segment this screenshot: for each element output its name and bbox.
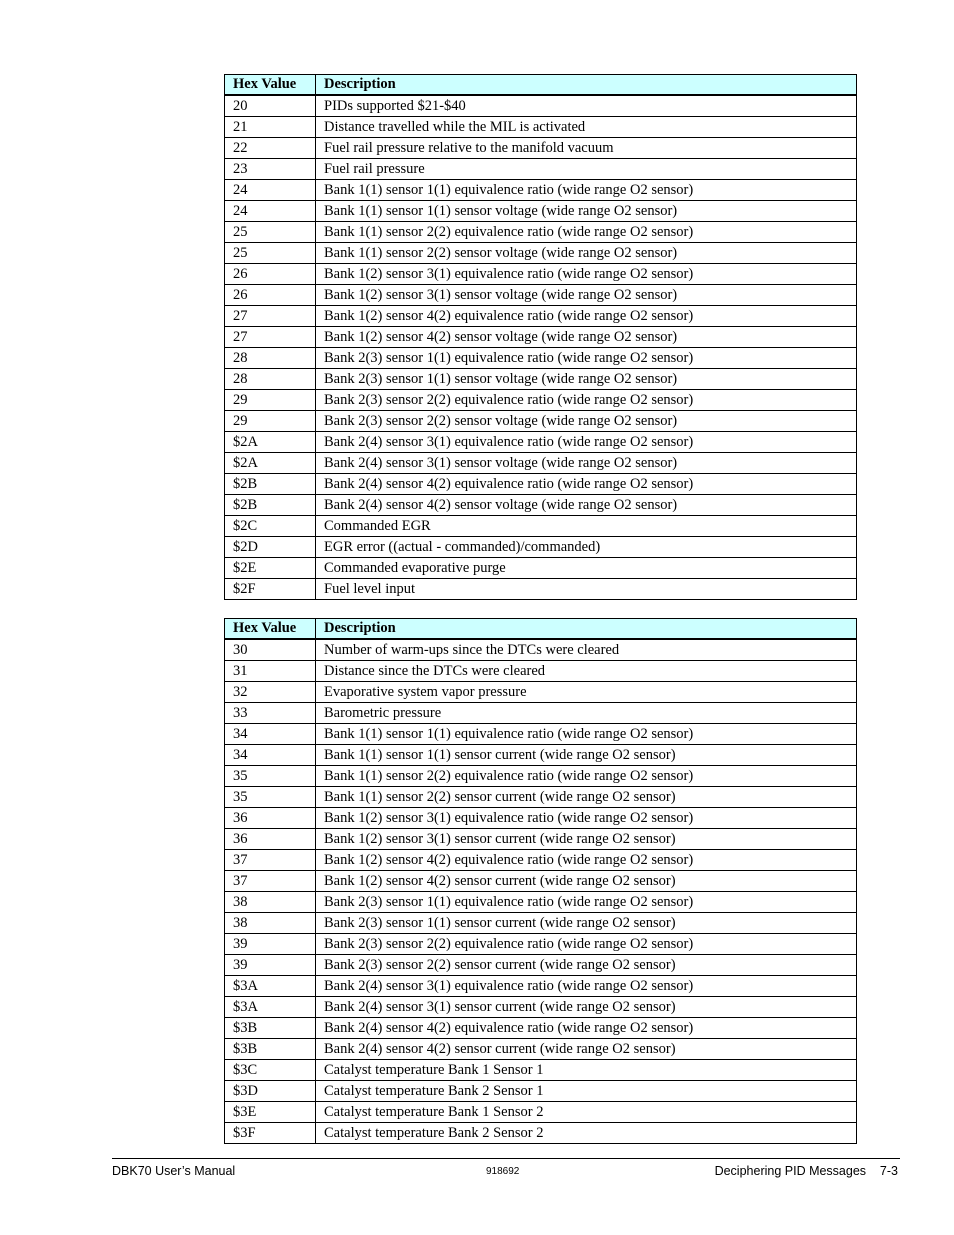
description-cell: Bank 1(2) sensor 4(2) sensor current (wide range O2 sensor) [316, 871, 857, 892]
hex-value-cell: 37 [225, 850, 316, 871]
table-row [225, 159, 857, 180]
table-row [225, 955, 857, 976]
table-row [225, 1123, 857, 1144]
description-cell: Number of warm-ups since the DTCs were cleared [316, 639, 857, 661]
hex-value-cell: 23 [225, 159, 316, 180]
table-header-row [225, 75, 857, 96]
table-row [225, 661, 857, 682]
table-row [225, 1060, 857, 1081]
hex-value-cell: $2F [225, 579, 316, 600]
table-row [225, 934, 857, 955]
hex-value-cell: 27 [225, 327, 316, 348]
table-row [225, 829, 857, 850]
description-cell: Bank 1(2) sensor 4(2) equivalence ratio (wide range O2 sensor) [316, 850, 857, 871]
hex-value-cell: $2E [225, 558, 316, 579]
table-header-row [225, 619, 857, 640]
description-cell: Fuel level input [316, 579, 857, 600]
hex-value-cell: 22 [225, 138, 316, 159]
description-cell: Bank 1(1) sensor 1(1) sensor current (wide range O2 sensor) [316, 745, 857, 766]
description-cell: Bank 2(3) sensor 1(1) equivalence ratio (wide range O2 sensor) [316, 892, 857, 913]
table-row [225, 327, 857, 348]
table-row [225, 1018, 857, 1039]
hex-value-cell: $3D [225, 1081, 316, 1102]
table-row [225, 913, 857, 934]
hex-value-cell: 28 [225, 369, 316, 390]
description-cell: Bank 1(2) sensor 4(2) sensor voltage (wide range O2 sensor) [316, 327, 857, 348]
description-cell: Fuel rail pressure relative to the manifold vacuum [316, 138, 857, 159]
hex-value-cell: $3E [225, 1102, 316, 1123]
hex-value-cell: $3A [225, 976, 316, 997]
table-row [225, 474, 857, 495]
description-cell: Bank 2(4) sensor 3(1) sensor voltage (wide range O2 sensor) [316, 453, 857, 474]
description-cell: Catalyst temperature Bank 2 Sensor 2 [316, 1123, 857, 1144]
table-row [225, 117, 857, 138]
hex-value-cell: 32 [225, 682, 316, 703]
column-header-description: Description [316, 75, 857, 96]
hex-value-cell: 30 [225, 639, 316, 661]
hex-value-cell: 29 [225, 390, 316, 411]
footer-manual-title: DBK70 User’s Manual [112, 1164, 236, 1178]
description-cell: Bank 2(3) sensor 2(2) sensor current (wide range O2 sensor) [316, 955, 857, 976]
table-row [225, 95, 857, 117]
hex-value-cell: $3C [225, 1060, 316, 1081]
table-row [225, 348, 857, 369]
hex-value-cell: 34 [225, 745, 316, 766]
hex-value-cell: 31 [225, 661, 316, 682]
table-row [225, 390, 857, 411]
hex-value-cell: 29 [225, 411, 316, 432]
hex-value-cell: $3A [225, 997, 316, 1018]
description-cell: Bank 1(2) sensor 4(2) equivalence ratio (wide range O2 sensor) [316, 306, 857, 327]
column-header-description: Description [316, 619, 857, 640]
description-cell: Evaporative system vapor pressure [316, 682, 857, 703]
table-row [225, 138, 857, 159]
hex-value-cell: 39 [225, 955, 316, 976]
hex-value-cell: 36 [225, 808, 316, 829]
description-cell: Bank 1(1) sensor 2(2) equivalence ratio (wide range O2 sensor) [316, 766, 857, 787]
description-cell: Bank 1(1) sensor 2(2) sensor voltage (wide range O2 sensor) [316, 243, 857, 264]
table-row [225, 558, 857, 579]
hex-value-cell: 25 [225, 222, 316, 243]
table-row [225, 766, 857, 787]
description-cell: Distance since the DTCs were cleared [316, 661, 857, 682]
table-row [225, 453, 857, 474]
description-cell: Bank 2(3) sensor 1(1) sensor current (wide range O2 sensor) [316, 913, 857, 934]
table-row [225, 306, 857, 327]
hex-value-cell: 35 [225, 787, 316, 808]
table-row [225, 976, 857, 997]
description-cell: Bank 2(3) sensor 2(2) equivalence ratio (wide range O2 sensor) [316, 934, 857, 955]
table-row [225, 1081, 857, 1102]
description-cell: Bank 1(2) sensor 3(1) equivalence ratio (wide range O2 sensor) [316, 808, 857, 829]
hex-value-cell: 25 [225, 243, 316, 264]
pid-table-2 [224, 618, 857, 1144]
table-row [225, 787, 857, 808]
description-cell: Bank 2(4) sensor 3(1) equivalence ratio (wide range O2 sensor) [316, 976, 857, 997]
hex-value-cell: 38 [225, 892, 316, 913]
description-cell: Bank 2(3) sensor 2(2) sensor voltage (wide range O2 sensor) [316, 411, 857, 432]
description-cell: Commanded EGR [316, 516, 857, 537]
table-row [225, 243, 857, 264]
table-body [225, 639, 857, 1144]
table-row [225, 639, 857, 661]
hex-value-cell: 26 [225, 285, 316, 306]
hex-value-cell: 38 [225, 913, 316, 934]
table-row [225, 808, 857, 829]
description-cell: PIDs supported $21-$40 [316, 95, 857, 117]
footer-section-page: Deciphering PID Messages 7-3 [714, 1164, 898, 1178]
hex-value-cell: 39 [225, 934, 316, 955]
table-row [225, 745, 857, 766]
table-row [225, 537, 857, 558]
hex-value-cell: 24 [225, 201, 316, 222]
table-body [225, 95, 857, 600]
page-footer [112, 1158, 900, 1181]
description-cell: Bank 2(3) sensor 1(1) sensor voltage (wide range O2 sensor) [316, 369, 857, 390]
hex-value-cell: 28 [225, 348, 316, 369]
table-row [225, 369, 857, 390]
column-header-hex-value: Hex Value [225, 75, 316, 96]
hex-value-cell: $2A [225, 432, 316, 453]
table-row [225, 285, 857, 306]
table-row [225, 997, 857, 1018]
hex-value-cell: $2B [225, 495, 316, 516]
description-cell: Bank 1(1) sensor 2(2) sensor current (wide range O2 sensor) [316, 787, 857, 808]
table-row [225, 1102, 857, 1123]
footer-document-number: 918692 [486, 1166, 520, 1177]
description-cell: Bank 1(1) sensor 1(1) sensor voltage (wide range O2 sensor) [316, 201, 857, 222]
table-row [225, 892, 857, 913]
table-row [225, 201, 857, 222]
description-cell: Bank 1(2) sensor 3(1) equivalence ratio (wide range O2 sensor) [316, 264, 857, 285]
table-row [225, 703, 857, 724]
table-row [225, 1039, 857, 1060]
hex-value-cell: 24 [225, 180, 316, 201]
hex-value-cell: $2B [225, 474, 316, 495]
description-cell: Bank 1(1) sensor 2(2) equivalence ratio (wide range O2 sensor) [316, 222, 857, 243]
table-row [225, 579, 857, 600]
table-row [225, 516, 857, 537]
hex-value-cell: $3B [225, 1018, 316, 1039]
hex-value-cell: $2C [225, 516, 316, 537]
description-cell: Distance travelled while the MIL is activated [316, 117, 857, 138]
description-cell: Fuel rail pressure [316, 159, 857, 180]
table-row [225, 222, 857, 243]
table-row [225, 180, 857, 201]
hex-value-cell: 37 [225, 871, 316, 892]
description-cell: Bank 2(4) sensor 4(2) sensor current (wide range O2 sensor) [316, 1039, 857, 1060]
table-row [225, 432, 857, 453]
table-row [225, 850, 857, 871]
hex-value-cell: 36 [225, 829, 316, 850]
description-cell: Bank 1(1) sensor 1(1) equivalence ratio (wide range O2 sensor) [316, 724, 857, 745]
hex-value-cell: $3F [225, 1123, 316, 1144]
column-header-hex-value: Hex Value [225, 619, 316, 640]
hex-value-cell: 34 [225, 724, 316, 745]
table-row [225, 495, 857, 516]
table-row [225, 724, 857, 745]
hex-value-cell: $3B [225, 1039, 316, 1060]
description-cell: Catalyst temperature Bank 2 Sensor 1 [316, 1081, 857, 1102]
description-cell: Barometric pressure [316, 703, 857, 724]
hex-value-cell: 33 [225, 703, 316, 724]
table-row [225, 682, 857, 703]
hex-value-cell: 35 [225, 766, 316, 787]
table-row [225, 871, 857, 892]
hex-value-cell: $2A [225, 453, 316, 474]
table-row [225, 411, 857, 432]
description-cell: Bank 2(4) sensor 4(2) equivalence ratio (wide range O2 sensor) [316, 1018, 857, 1039]
description-cell: Commanded evaporative purge [316, 558, 857, 579]
hex-value-cell: $2D [225, 537, 316, 558]
hex-value-cell: 27 [225, 306, 316, 327]
description-cell: Catalyst temperature Bank 1 Sensor 1 [316, 1060, 857, 1081]
table-row [225, 264, 857, 285]
description-cell: Bank 2(4) sensor 4(2) equivalence ratio (wide range O2 sensor) [316, 474, 857, 495]
description-cell: EGR error ((actual - commanded)/commanded) [316, 537, 857, 558]
description-cell: Catalyst temperature Bank 1 Sensor 2 [316, 1102, 857, 1123]
hex-value-cell: 21 [225, 117, 316, 138]
description-cell: Bank 1(2) sensor 3(1) sensor current (wide range O2 sensor) [316, 829, 857, 850]
description-cell: Bank 2(3) sensor 2(2) equivalence ratio (wide range O2 sensor) [316, 390, 857, 411]
description-cell: Bank 2(4) sensor 4(2) sensor voltage (wide range O2 sensor) [316, 495, 857, 516]
description-cell: Bank 2(4) sensor 3(1) sensor current (wide range O2 sensor) [316, 997, 857, 1018]
description-cell: Bank 2(3) sensor 1(1) equivalence ratio (wide range O2 sensor) [316, 348, 857, 369]
hex-value-cell: 20 [225, 95, 316, 117]
pid-table-1 [224, 74, 857, 600]
hex-value-cell: 26 [225, 264, 316, 285]
description-cell: Bank 1(1) sensor 1(1) equivalence ratio (wide range O2 sensor) [316, 180, 857, 201]
description-cell: Bank 1(2) sensor 3(1) sensor voltage (wide range O2 sensor) [316, 285, 857, 306]
description-cell: Bank 2(4) sensor 3(1) equivalence ratio (wide range O2 sensor) [316, 432, 857, 453]
